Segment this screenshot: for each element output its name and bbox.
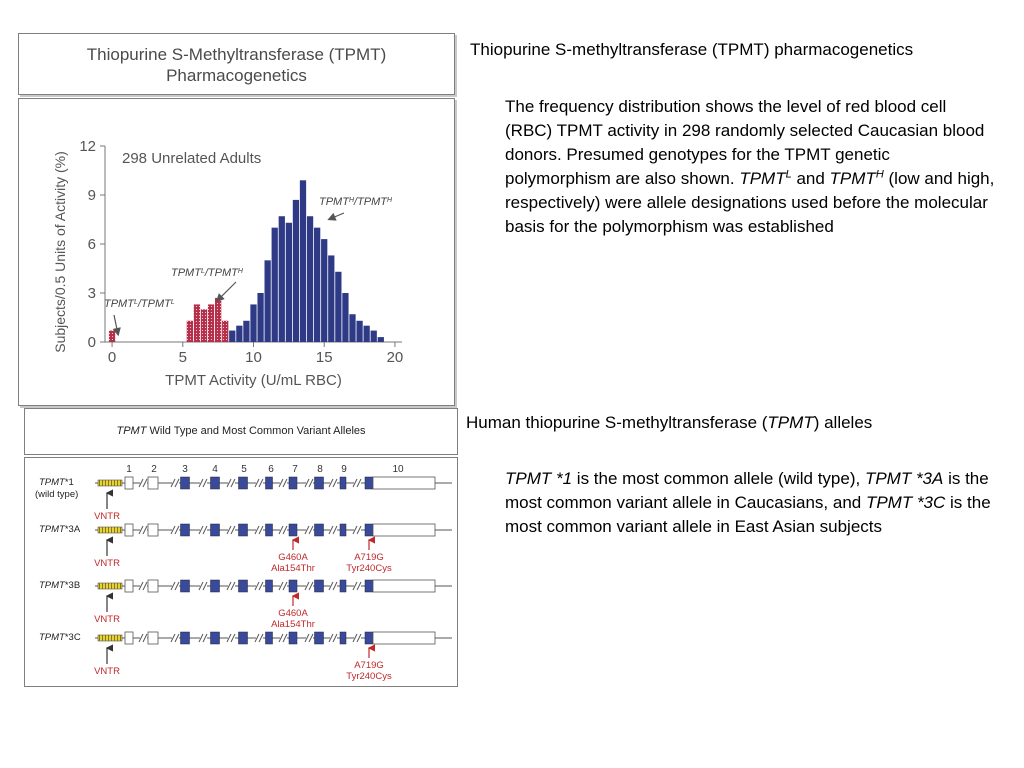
exon-box bbox=[211, 477, 220, 489]
exon-box bbox=[266, 524, 273, 536]
histogram-bar bbox=[265, 260, 271, 342]
exon-number: 8 bbox=[317, 464, 323, 475]
exon-number: 3 bbox=[182, 464, 188, 475]
histogram-bar bbox=[286, 223, 292, 342]
mutation-nucleotide: A719G bbox=[354, 552, 384, 563]
exon-box bbox=[289, 477, 297, 489]
histogram-bar bbox=[300, 180, 306, 342]
allele-diagram bbox=[25, 458, 456, 685]
para1-tpmt-l: TPMT bbox=[739, 169, 786, 188]
exon-number: 6 bbox=[268, 464, 274, 475]
allele-title-rest: Wild Type and Most Common Variant Alleles bbox=[146, 425, 366, 437]
histogram-bar bbox=[215, 298, 221, 342]
heading2-text-a: Human thiopurine S-methyltransferase ( bbox=[466, 413, 768, 432]
histogram-bar bbox=[243, 321, 249, 342]
figure-title-panel bbox=[18, 33, 455, 95]
vntr-label: VNTR bbox=[94, 511, 120, 522]
vntr-region bbox=[98, 527, 122, 533]
histogram-bar bbox=[201, 309, 207, 342]
exon-box bbox=[211, 524, 220, 536]
exon-box bbox=[239, 477, 248, 489]
histogram-bar bbox=[208, 304, 214, 342]
figure-title-line2: Pharmacogenetics bbox=[166, 66, 307, 85]
exon-1-box bbox=[125, 632, 133, 644]
exon-box bbox=[315, 477, 324, 489]
histogram-bar bbox=[321, 239, 327, 342]
histogram-bar bbox=[236, 326, 242, 342]
mutation-amino-acid: Tyr240Cys bbox=[346, 563, 392, 574]
genotype-label-lh: $TPMT^L/TPMT^H$ bbox=[171, 267, 243, 279]
exon-box bbox=[340, 632, 346, 644]
exon-box bbox=[315, 524, 324, 536]
histogram-bar bbox=[272, 228, 278, 342]
exon-box bbox=[181, 477, 190, 489]
mutation-nucleotide: A719G bbox=[354, 660, 384, 671]
exon-10-utr-box bbox=[373, 524, 435, 536]
exon-2-box bbox=[148, 632, 158, 644]
para2-allele-1: TPMT *1 bbox=[505, 469, 573, 488]
histogram-bar bbox=[222, 321, 228, 342]
para2-allele-3c: TPMT *3C bbox=[865, 493, 946, 512]
histogram-bar bbox=[335, 272, 341, 342]
para1-text-a: The frequency distribution shows the level of red blood cell (RBC) TPMT activity in 298 randomly selected Caucasian blood donors. Presumed genotypes for the TPMT genetic polymorphism are also shown. bbox=[505, 97, 985, 188]
exon-10-coding-box bbox=[365, 632, 373, 644]
histogram-bar bbox=[279, 216, 285, 342]
mutation-nucleotide: G460A bbox=[278, 608, 308, 619]
exon-box bbox=[289, 524, 297, 536]
vntr-label: VNTR bbox=[94, 666, 120, 677]
exon-box bbox=[181, 632, 190, 644]
histogram-bar bbox=[229, 331, 235, 342]
exon-10-coding-box bbox=[365, 580, 373, 592]
histogram-bar bbox=[293, 200, 299, 342]
exon-10-coding-box bbox=[365, 477, 373, 489]
heading-tpmt-alleles bbox=[466, 411, 1006, 435]
histogram-bar bbox=[349, 314, 355, 342]
exon-number: 2 bbox=[151, 464, 157, 475]
allele-label: TPMT*1 bbox=[39, 477, 74, 488]
vntr-label: VNTR bbox=[94, 558, 120, 569]
para2-allele-3a: TPMT *3A bbox=[864, 469, 944, 488]
histogram-bar bbox=[342, 293, 348, 342]
y-tick-label: 9 bbox=[87, 187, 96, 204]
exon-2-box bbox=[148, 524, 158, 536]
heading2-gene: TPMT bbox=[767, 413, 814, 432]
allele-title-panel bbox=[24, 408, 458, 455]
histogram-bar bbox=[109, 331, 115, 342]
genotype-label-ll: $TPMT^L/TPMT^L$ bbox=[104, 298, 175, 310]
exon-box bbox=[266, 580, 273, 592]
exon-number: 4 bbox=[212, 464, 218, 475]
para1-text-c: (low and high, respectively) were allele designations used before the molecular basis for the polymorphism was established bbox=[505, 169, 995, 236]
histogram-panel bbox=[18, 98, 455, 406]
exon-box bbox=[315, 632, 324, 644]
exon-box bbox=[289, 632, 297, 644]
exon-box bbox=[289, 580, 297, 592]
exon-2-box bbox=[148, 477, 158, 489]
mutation-nucleotide: G460A bbox=[278, 552, 308, 563]
y-tick-label: 6 bbox=[87, 236, 96, 253]
histogram-bar bbox=[187, 321, 193, 342]
allele-label: TPMT*3A bbox=[39, 524, 81, 535]
paragraph-allele-description bbox=[505, 467, 995, 539]
exon-number: 10 bbox=[392, 464, 404, 475]
vntr-label: VNTR bbox=[94, 614, 120, 625]
y-tick-label: 0 bbox=[87, 334, 96, 351]
x-tick-label: 0 bbox=[107, 349, 117, 366]
exon-box bbox=[266, 477, 273, 489]
mutation-amino-acid: Ala154Thr bbox=[271, 563, 315, 574]
vntr-region bbox=[98, 480, 122, 486]
mutation-amino-acid: Tyr240Cys bbox=[346, 671, 392, 682]
histogram-bar bbox=[364, 326, 370, 342]
x-tick-label: 10 bbox=[245, 349, 262, 366]
allele-title-gene: TPMT bbox=[116, 425, 147, 437]
histogram-bar bbox=[250, 304, 256, 342]
x-axis-label: TPMT Activity (U/mL RBC) bbox=[165, 372, 342, 389]
exon-10-coding-box bbox=[365, 524, 373, 536]
x-tick-label: 20 bbox=[386, 349, 404, 366]
exon-1-box bbox=[125, 524, 133, 536]
para1-sup-l: L bbox=[785, 168, 792, 181]
exon-number: 9 bbox=[341, 464, 347, 475]
exon-10-utr-box bbox=[373, 632, 435, 644]
exon-box bbox=[239, 580, 248, 592]
exon-box bbox=[211, 580, 220, 592]
exon-box bbox=[340, 477, 346, 489]
histogram-bar bbox=[194, 304, 200, 342]
genotype-arrow bbox=[328, 213, 344, 220]
allele-label: TPMT*3C bbox=[39, 632, 81, 643]
para2-text-b: is the most common variant allele in Caucasians, and bbox=[505, 469, 989, 512]
vntr-region bbox=[98, 583, 122, 589]
chart-title: 298 Unrelated Adults bbox=[122, 150, 262, 167]
histogram-bar bbox=[314, 228, 320, 342]
para2-text-a: is the most common allele (wild type), bbox=[572, 469, 865, 488]
exon-box bbox=[239, 632, 248, 644]
exon-number: 1 bbox=[126, 464, 132, 475]
histogram-chart bbox=[19, 99, 453, 404]
exon-10-utr-box bbox=[373, 580, 435, 592]
histogram-bar bbox=[328, 255, 334, 342]
genotype-arrow bbox=[217, 282, 236, 301]
y-tick-label: 3 bbox=[87, 285, 96, 302]
exon-number: 5 bbox=[241, 464, 247, 475]
histogram-bar bbox=[371, 331, 377, 342]
allele-label: TPMT*3B bbox=[39, 580, 81, 591]
exon-1-box bbox=[125, 477, 133, 489]
para2-text-c: is the most common variant allele in East Asian subjects bbox=[505, 493, 991, 536]
genotype-label-hh: $TPMT^H/TPMT^H$ bbox=[319, 196, 393, 208]
histogram-bar bbox=[257, 293, 263, 342]
exon-number: 7 bbox=[292, 464, 298, 475]
exon-box bbox=[340, 580, 346, 592]
y-tick-label: 12 bbox=[79, 138, 96, 155]
exon-1-box bbox=[125, 580, 133, 592]
exon-box bbox=[315, 580, 324, 592]
exon-box bbox=[211, 632, 220, 644]
exon-10-utr-box bbox=[373, 477, 435, 489]
heading-tpmt-pharmacogenetics: Thiopurine S-methyltransferase (TPMT) pharmacogenetics bbox=[470, 40, 914, 59]
para1-sup-h: H bbox=[875, 168, 884, 181]
paragraph-frequency-distribution bbox=[505, 95, 995, 239]
exon-2-box bbox=[148, 580, 158, 592]
y-axis-label: Subjects/0.5 Units of Activity (%) bbox=[52, 151, 68, 353]
para1-tpmt-h: TPMT bbox=[829, 169, 876, 188]
x-tick-label: 5 bbox=[178, 349, 187, 366]
exon-box bbox=[181, 580, 190, 592]
exon-box bbox=[181, 524, 190, 536]
allele-diagram-panel bbox=[24, 457, 458, 687]
para1-text-b: and bbox=[791, 169, 830, 188]
exon-box bbox=[340, 524, 346, 536]
x-tick-label: 15 bbox=[315, 349, 333, 366]
vntr-region bbox=[98, 635, 122, 641]
histogram-bar bbox=[356, 321, 362, 342]
allele-title bbox=[25, 425, 457, 437]
histogram-bar bbox=[378, 337, 384, 342]
histogram-bar bbox=[307, 216, 313, 342]
heading2-text-b: ) alleles bbox=[813, 413, 873, 432]
mutation-amino-acid: Ala154Thr bbox=[271, 619, 315, 630]
exon-box bbox=[266, 632, 273, 644]
exon-box bbox=[239, 524, 248, 536]
allele-sublabel: (wild type) bbox=[35, 489, 79, 500]
figure-title-line1: Thiopurine S-Methyltransferase (TPMT) bbox=[86, 45, 387, 64]
